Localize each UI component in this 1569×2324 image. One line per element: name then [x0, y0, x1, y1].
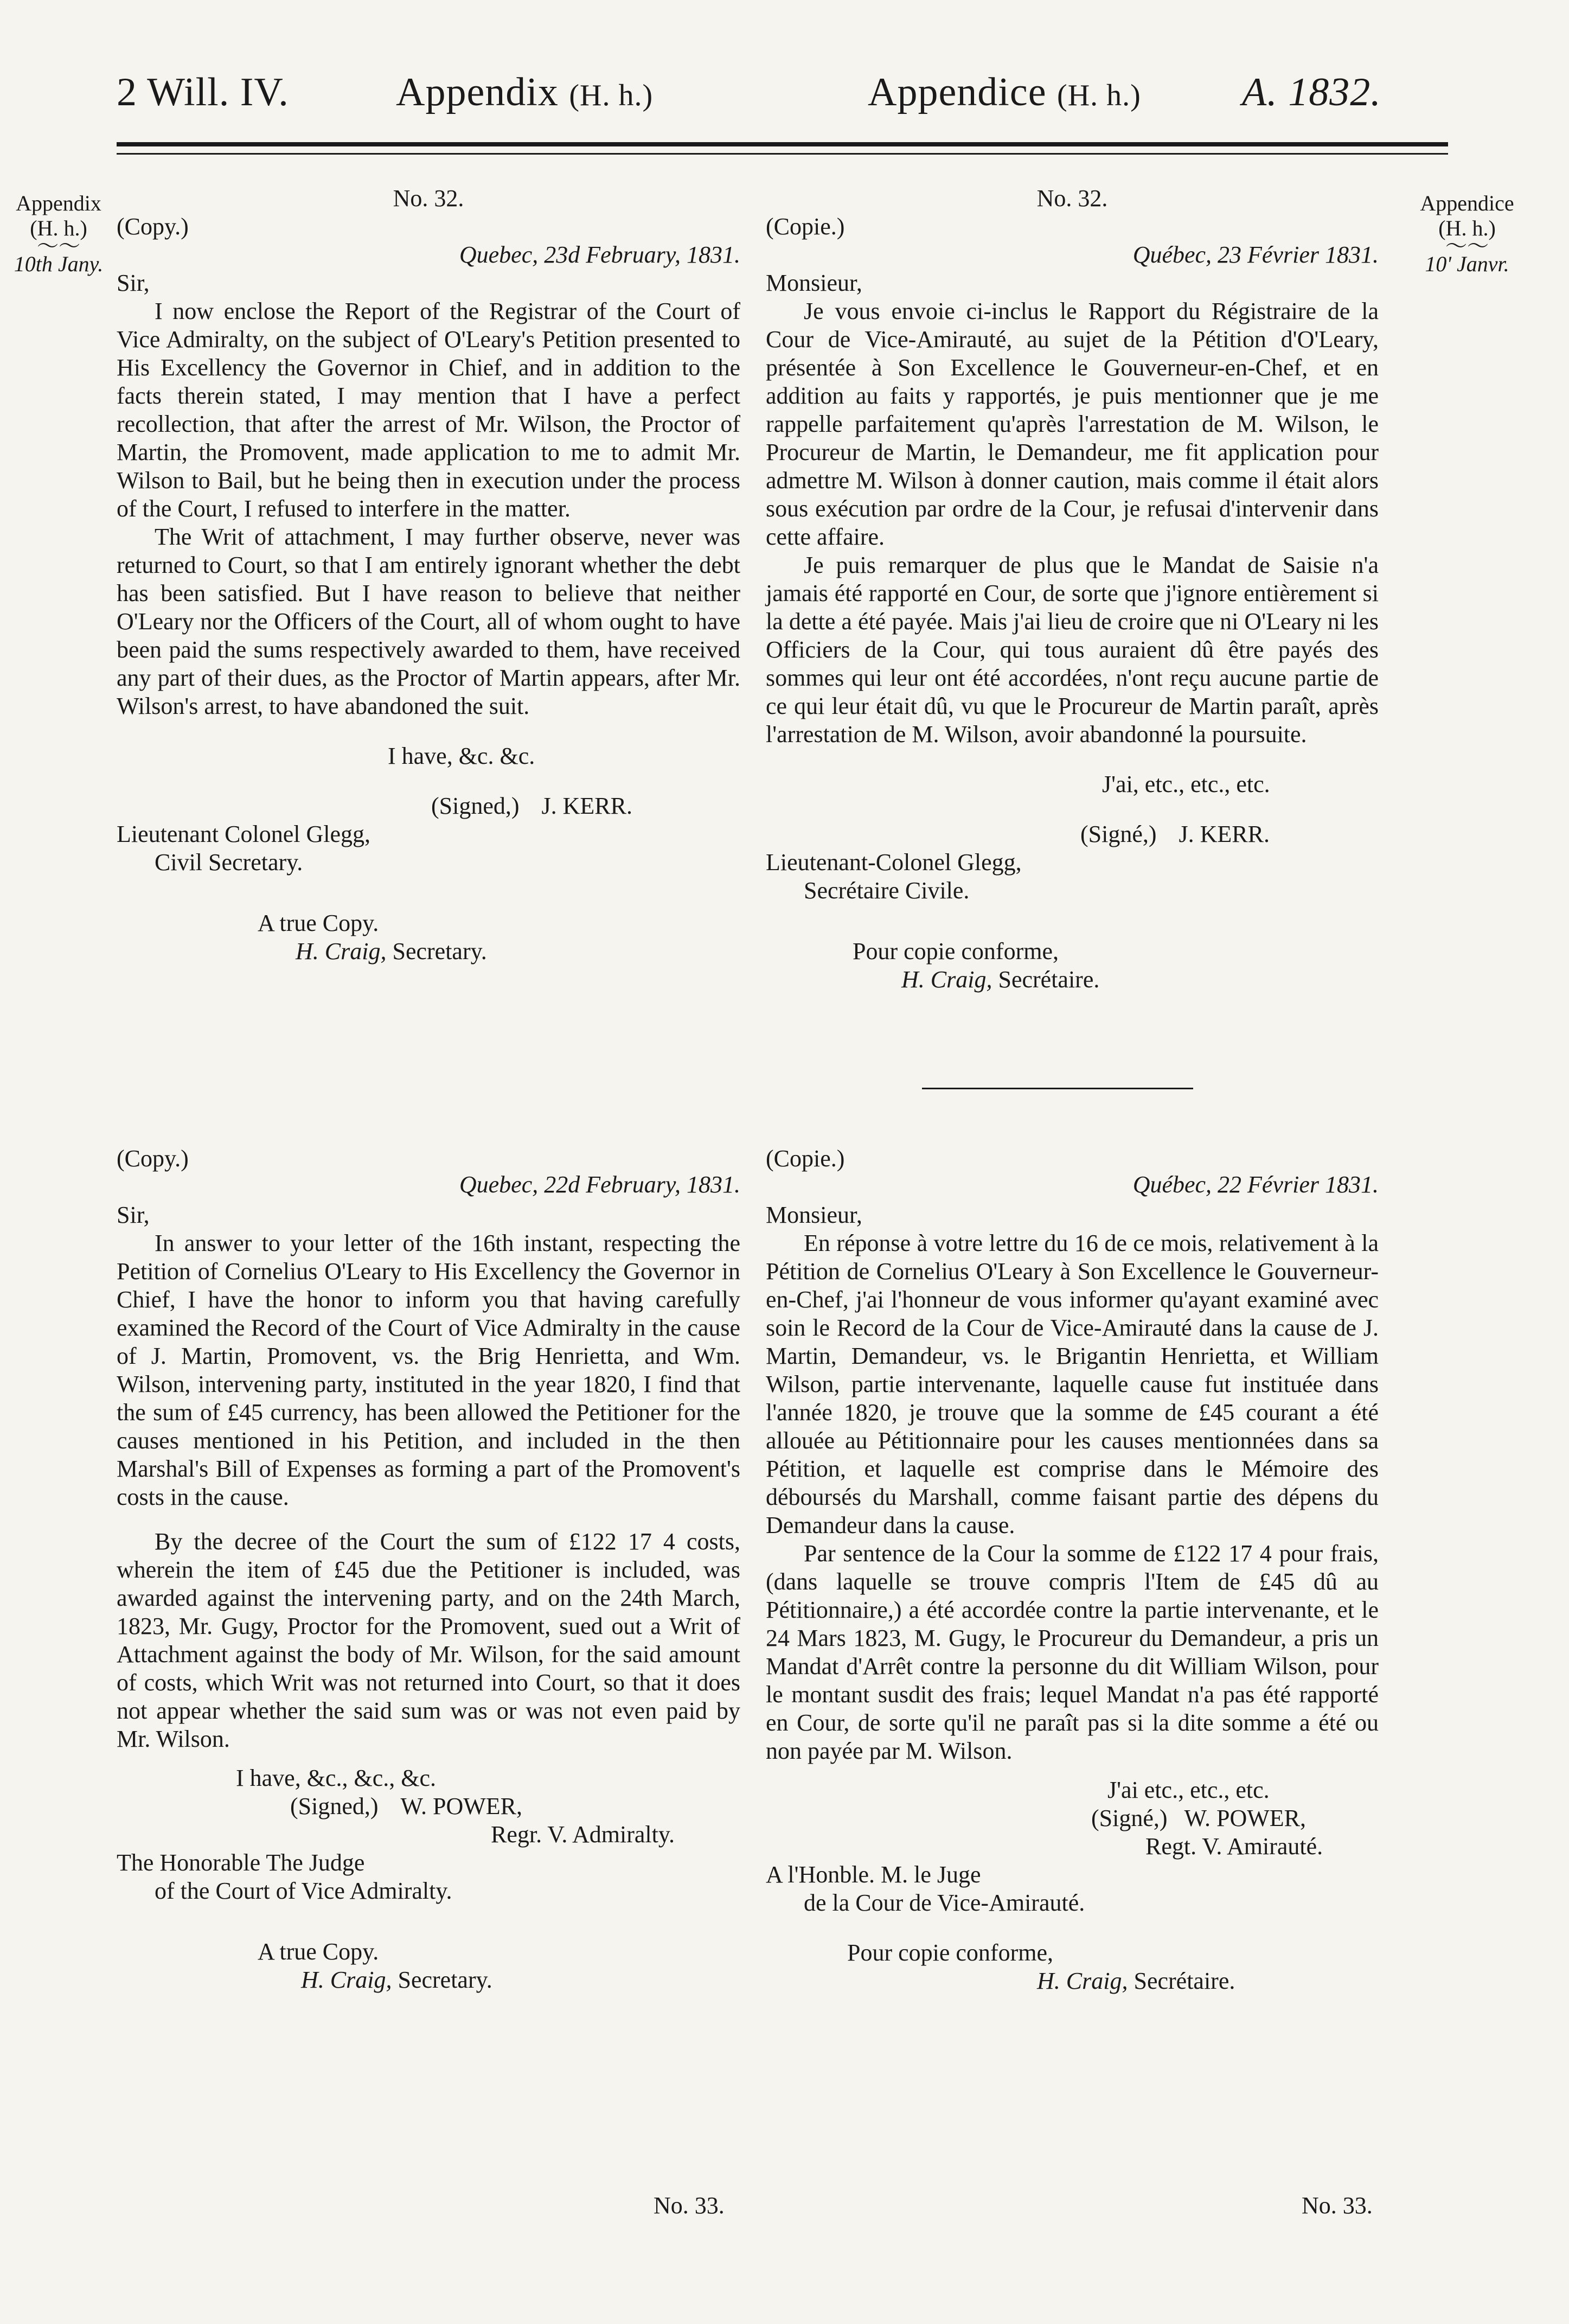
appendix-label-fr: Appendice [868, 70, 1047, 114]
letter2-en-copy: (Copy.) [117, 1145, 189, 1172]
letter1-fr-true-copy: Pour copie conforme, [853, 938, 1059, 965]
letter1-fr-date: Québec, 23 Février 1831. [1132, 241, 1379, 268]
letter1-fr-closing: J'ai, etc., etc., etc. [1102, 771, 1270, 797]
appendix-ref-fr: (H. h.) [1057, 79, 1141, 112]
letter1-en-addressee-2: Civil Secretary. [155, 849, 303, 876]
letter1-en-true-copy: A true Copy. [258, 910, 379, 936]
header-rule-thick [117, 142, 1448, 146]
letter1-en-salutation: Sir, [117, 270, 150, 296]
letter1-en-craig-name: H. Craig, [296, 938, 387, 965]
letter1-fr-addressee-1: Lieutenant-Colonel Glegg, [766, 849, 1022, 876]
letter2-en-paragraph-2: By the decree of the Court the sum of £122 17 4 costs, wherein the item of £45 due the Petitioner is included, was awarded against the intervening party, and on the 24th March, 1823, Mr. Gugy, Proctor for the Promovent, sued out a Writ of Attachment against the body of Mr. Wilson, for the said amount of costs, which Writ was not returned into Court, so that it does not appear whether the said sum was or was not even paid by Mr. Wilson. [117, 1528, 740, 1752]
letter1-french [766, 184, 1379, 994]
margin-right-line3: 10' Janvr. [1425, 252, 1509, 276]
catchword-en: No. 33. [654, 2192, 725, 2219]
letter2-en-craig-title: Secretary. [398, 1967, 492, 1993]
catchword-fr: No. 33. [1302, 2192, 1373, 2219]
letter1-en-signed: (Signed,) [431, 793, 520, 819]
header-rule-thin [117, 153, 1448, 155]
margin-left-line1: Appendix [16, 191, 101, 215]
letter2-fr-signer: W. POWER, [1184, 1805, 1307, 1831]
letter2-fr-paragraph-2: Par sentence de la Cour la somme de £122 17 4 pour frais, (dans laquelle se trouve compris l'Item de £45 dû au Pétitionnaire,) a été accordée contre la partie intervenante, et le 24 Mars 1823, M. Gugy, le Procureur du Demandeur, a pris un Mandat d'Arrêt contre la personne du dit William Wilson, pour le montant susdit des frais; lequel Mandat n'a pas été rapporté en Cour, de sorte qu'il ne paraît pas si la dite somme a été ou non payée par M. Wilson. [766, 1540, 1379, 1764]
letter2-fr-addressee-1: A l'Honble. M. le Juge [766, 1861, 981, 1888]
letter1-fr-paragraph-2: Je puis remarquer de plus que le Mandat de Saisie n'a jamais été rapporté en Cour, de sorte que j'ignore entièrement si la dette a été payée. Mais j'ai lieu de croire que ni O'Leary ni les Officiers de la Cour, qui tous auraient dû être payés des sommes qui leur ont été accordées, n'ont reçu aucune partie de ce qui leur était dû, vu que le Procureur de Martin paraît, après l'arrestation de M. Wilson, avoir abandonné la poursuite. [766, 552, 1379, 748]
letter1-en-date: Quebec, 23d February, 1831. [459, 241, 740, 268]
letter1-fr-signer: J. KERR. [1179, 821, 1270, 847]
margin-left-line2: (H. h.) [30, 216, 87, 240]
letter2-fr-addressee-2: de la Cour de Vice-Amirauté. [804, 1889, 1085, 1916]
margin-note-right [1405, 191, 1529, 277]
letter2-en-signer-title: Regr. V. Admiralty. [491, 1821, 675, 1848]
appendix-title-fr [868, 69, 1141, 116]
letter2-en-salutation: Sir, [117, 1202, 150, 1228]
margin-note-left [4, 191, 113, 277]
appendix-title-en [396, 69, 653, 116]
letter2-fr-paragraph-1: En réponse à votre lettre du 16 de ce mois, relativement à la Pétition de Cornelius O'Leary à Son Excellence le Gouverneur-en-Chef, j'ai l'honneur de vous informer qu'ayant examiné avec soin le Record de la Cour de Vice-Amirauté dans la cause de J. Martin, Demandeur, vs. le Brigantin Henrietta, et William Wilson, partie intervenante, laquelle cause fut instituée dans l'année 1820, je trouve que la somme de £45 courant a été allouée au Pétitionnaire pour les causes mentionnées dans sa Pétition, et laquelle est comprise dans le Mémoire des déboursés du Marshall, comme faisant partie des dépens du Demandeur dans la cause. [766, 1230, 1379, 1538]
margin-right-line2: (H. h.) [1438, 216, 1496, 240]
letter2-en-paragraph-1: In answer to your letter of the 16th instant, respecting the Petition of Cornelius O'Leary to His Excellency the Governor in Chief, I have the honor to inform you that having carefully examined the Record of the Court of Vice Admiralty in the cause of J. Martin, Promovent, vs. the Brig Henrietta, and Wm. Wilson, intervening party, instituted in the year 1820, I find that the sum of £45 currency, has been allowed the Petitioner for the causes mentioned in his Petition, and included in the then Marshal's Bill of Expenses as forming a part of the Promovent's costs in the cause. [117, 1230, 740, 1510]
letter2-en-closing: I have, &c., &c., &c. [236, 1765, 436, 1791]
letter1-en-signer: J. KERR. [541, 793, 633, 819]
letter1-en-paragraph-2: The Writ of attachment, I may further observe, never was returned to Court, so that I am entirely ignorant whether the debt has been satisfied. But I have reason to believe that neither O'Leary nor the Officers of the Court, all of whom ought to have been paid the sums respectively awarded to them, have received any part of their dues, as the Proctor of Martin appears, after Mr. Wilson's arrest, to have abandoned the suit. [117, 523, 740, 719]
regnal-year: 2 Will. IV. [117, 70, 289, 114]
letter2-fr-date: Québec, 22 Février 1831. [1132, 1171, 1379, 1198]
letter2-fr-signed: (Signé,) [1091, 1805, 1168, 1831]
section-separator-fr [922, 1088, 1193, 1089]
letter2-fr-closing: J'ai etc., etc., etc. [1107, 1777, 1270, 1803]
appendix-ref-en: (H. h.) [569, 79, 654, 112]
margin-left-line3: 10th Jany. [14, 252, 104, 276]
letter1-en-paragraph-1: I now enclose the Report of the Registrar of the Court of Vice Admiralty, on the subject of O'Leary's Petition presented to His Excellency the Governor in Chief, and in addition to the facts therein stated, I may mention that I have a perfect recollection, that after the arrest of Mr. Wilson, the Proctor of Martin, the Promovent, made application to me to admit Mr. Wilson to Bail, but he being then in execution under the process of the Court, I refused to interfere in the matter. [117, 298, 740, 522]
letter1-fr-craig-name: H. Craig, [901, 966, 992, 993]
letter2-english [117, 1145, 740, 1994]
letter1-fr-signed: (Signé,) [1080, 821, 1157, 847]
letter1-fr-craig-title: Secrétaire. [998, 966, 1100, 993]
letter2-fr-copy: (Copie.) [766, 1145, 845, 1172]
letter1-en-closing: I have, &c. &c. [388, 743, 535, 769]
letter2-en-true-copy: A true Copy. [258, 1938, 379, 1965]
letter2-fr-salutation: Monsieur, [766, 1202, 862, 1228]
letter1-fr-number: No. 32. [1036, 185, 1108, 212]
letter2-fr-craig-title: Secrétaire. [1133, 1968, 1235, 1994]
letter1-fr-addressee-2: Secrétaire Civile. [804, 877, 970, 904]
letter2-fr-craig-name: H. Craig, [1037, 1968, 1128, 1994]
letter2-en-signer: W. POWER, [400, 1793, 523, 1819]
letter2-en-signed: (Signed,) [290, 1793, 379, 1819]
page-year: A. 1832. [1242, 70, 1381, 114]
letter1-en-copy: (Copy.) [117, 213, 189, 240]
letter1-fr-copy: (Copie.) [766, 213, 845, 240]
letter2-en-addressee-2: of the Court of Vice Admiralty. [155, 1878, 452, 1904]
letter2-fr-signer-title: Regt. V. Amirauté. [1145, 1833, 1323, 1860]
letter1-fr-salutation: Monsieur, [766, 270, 862, 296]
letter2-en-addressee-1: The Honorable The Judge [117, 1849, 365, 1876]
appendix-label-en: Appendix [396, 70, 559, 114]
margin-right-ornament: 〜〜 [1445, 234, 1489, 258]
letter2-french [766, 1145, 1379, 1995]
letter2-en-date: Quebec, 22d February, 1831. [459, 1171, 740, 1198]
margin-left-ornament: 〜〜 [37, 234, 80, 258]
letter1-en-craig-title: Secretary. [392, 938, 487, 965]
letter1-en-number: No. 32. [393, 185, 464, 212]
letter1-en-addressee-1: Lieutenant Colonel Glegg, [117, 821, 370, 847]
letter1-fr-paragraph-1: Je vous envoie ci-inclus le Rapport du Régistraire de la Cour de Vice-Amirauté, au sujet de la Pétition d'O'Leary, présentée à Son Excellence le Gouverneur-en-Chef, et en addition au faits y rapportés, je puis mentionner que je me rappelle parfaitement qu'après l'arrestation de M. Wilson, le Procureur de Martin, le Demandeur, me fit application pour admettre M. Wilson à donner caution, mais comme il était alors sous exécution par ordre de la Cour, je refusai d'intervenir dans cette affaire. [766, 298, 1379, 550]
letter2-fr-true-copy: Pour copie conforme, [847, 1939, 1053, 1966]
letter1-english [117, 184, 740, 966]
margin-right-line1: Appendice [1420, 191, 1514, 215]
letter2-en-craig-name: H. Craig, [301, 1967, 392, 1993]
